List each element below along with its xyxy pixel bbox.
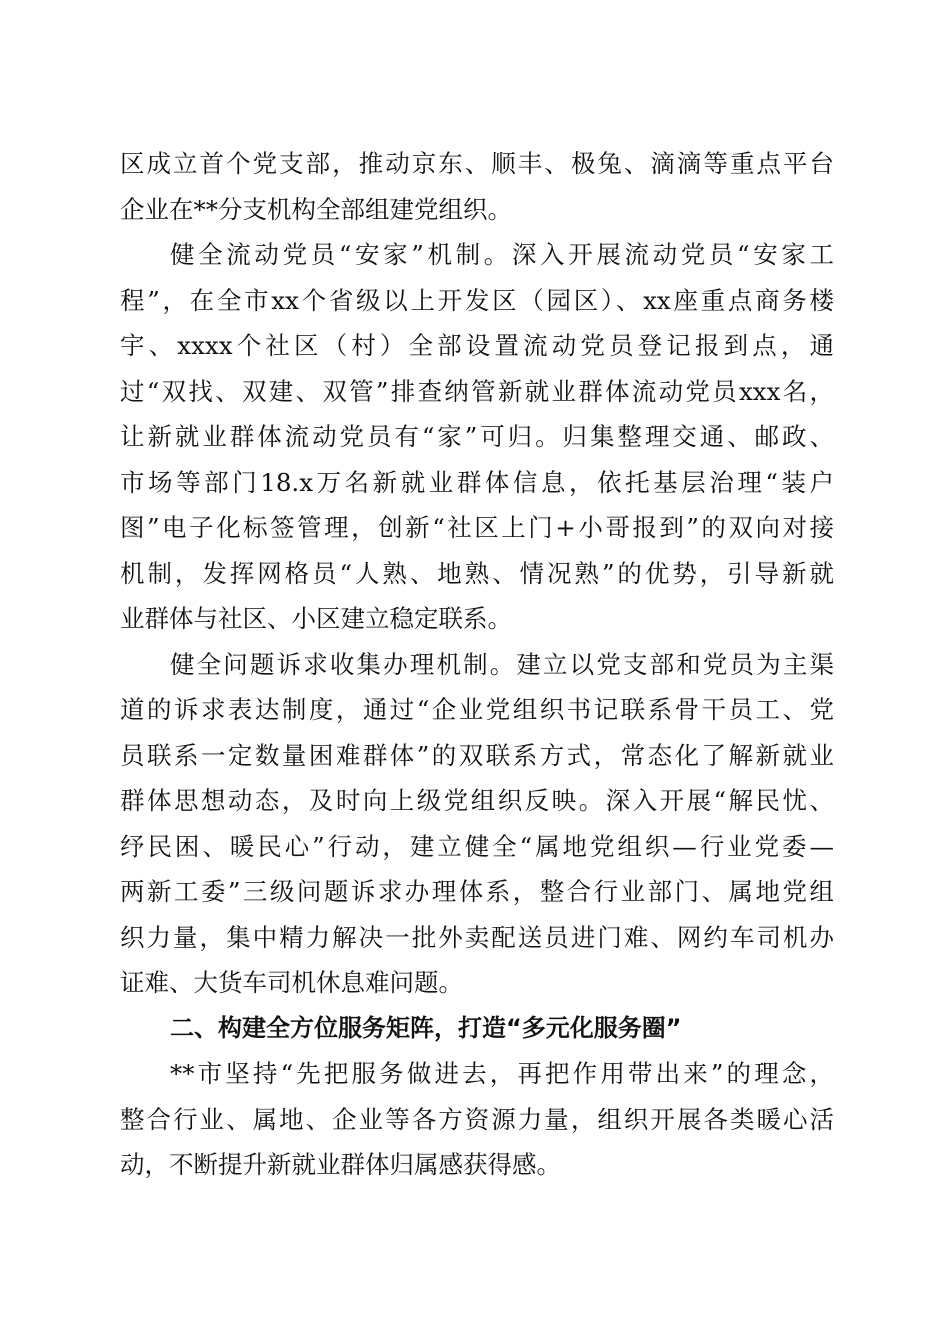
heading-line: 二、构建全方位服务矩阵，打造“多元化服务圈” <box>170 1013 682 1042</box>
text-line: 让新就业群体流动党员有“家”可归。归集整理交通、邮政、 <box>120 422 834 451</box>
text-line: 健全问题诉求收集办理机制。建立以党支部和党员为主渠 <box>170 649 834 679</box>
text-line: 两新工委”三级问题诉求办理体系，整合行业部门、属地党组 <box>120 877 834 906</box>
text-line: 员联系一定数量困难群体”的双联系方式，常态化了解新就业 <box>120 740 834 770</box>
text-line: 纾民困、暖民心”行动，建立健全“属地党组织—行业党委— <box>120 831 834 861</box>
text-line: 道的诉求表达制度，通过“企业党组织书记联系骨干员工、党 <box>120 695 834 724</box>
paragraph-continuation <box>120 141 834 232</box>
text-line: 图”电子化标签管理，创新“社区上门+小哥报到”的双向对接 <box>120 513 834 542</box>
text-line: 市场等部门18.x万名新就业群体信息，依托基层治理“装户 <box>120 467 834 497</box>
text-line: 证难、大货车司机休息难问题。 <box>120 968 463 997</box>
text-line: 健全流动党员“安家”机制。深入开展流动党员“安家工 <box>170 240 834 269</box>
section-heading <box>120 1006 834 1052</box>
text-line: 整合行业、属地、企业等各方资源力量，组织开展各类暖心活 <box>120 1104 834 1134</box>
text-line: 宇、xxxx个社区（村）全部设置流动党员登记报到点，通 <box>120 331 834 360</box>
text-line: 动，不断提升新就业群体归属感获得感。 <box>120 1150 561 1179</box>
text-line: 织力量，集中精力解决一批外卖配送员进门难、网约车司机办 <box>120 922 834 952</box>
text-line: 业群体与社区、小区建立稳定联系。 <box>120 604 512 633</box>
paragraph-appeals-mechanism <box>120 642 834 1006</box>
text-line: 区成立首个党支部，推动京东、顺丰、极兔、滴滴等重点平台 <box>120 149 834 178</box>
text-line: 群体思想动态，及时向上级党组织反映。深入开展“解民忧、 <box>120 786 834 815</box>
paragraph-floating-members <box>120 232 834 642</box>
text-line: 机制，发挥网格员“人熟、地熟、情况熟”的优势，引导新就 <box>120 558 834 588</box>
text-line: 过“双找、双建、双管”排查纳管新就业群体流动党员xxx名， <box>120 376 834 406</box>
paragraph-service-matrix <box>120 1051 834 1188</box>
text-line: 程”，在全市xx个省级以上开发区（园区）、xx座重点商务楼 <box>120 285 834 315</box>
text-line: 企业在**分支机构全部组建党组织。 <box>120 194 512 224</box>
document-page <box>120 141 834 1188</box>
text-line: **市坚持“先把服务做进去，再把作用带出来”的理念， <box>170 1059 834 1088</box>
